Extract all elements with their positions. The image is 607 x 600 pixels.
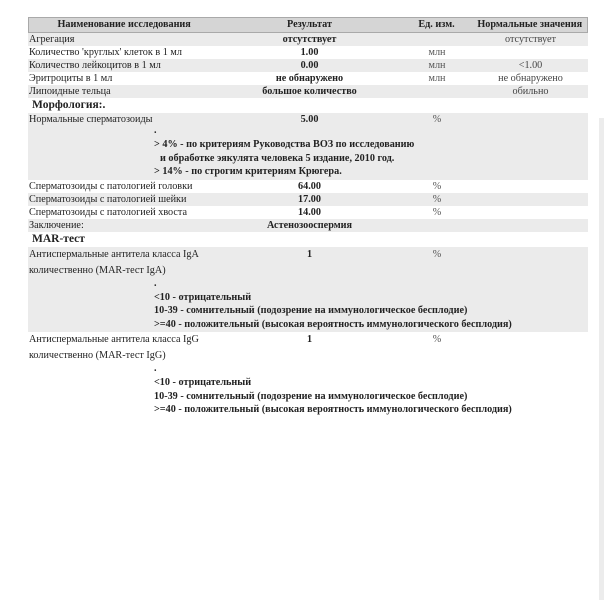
row-unit: млн <box>428 73 446 84</box>
reference-comment: . <10 - отрицательный 10-39 - сомнительный (подозрение на иммунологическое бесплодие) >=40 - положительный (высокая вероятность иммунологического бесплодия) <box>154 363 512 415</box>
table-row <box>28 85 588 98</box>
table-row-normal-sperm <box>28 113 588 180</box>
header-norm: Нормальные значения <box>477 19 583 30</box>
vertical-scrollbar[interactable] <box>599 118 604 600</box>
table-row-conclusion <box>28 219 588 232</box>
conclusion-value: Астенозооспермия <box>266 219 353 231</box>
table-row <box>28 180 588 193</box>
reference-comment: . > 4% - по критериям Руководства ВОЗ по исследованию и обработке эякулята человека 5 издание, 2010 год. > 14% - по строгим критериям Крюгера. <box>154 125 415 177</box>
row-norm: отсутствует <box>505 34 556 45</box>
row-name: Сперматозоиды с патологией шейки <box>29 193 187 205</box>
table-row <box>28 206 588 219</box>
row-result: большое количество <box>262 86 357 97</box>
row-unit: % <box>432 193 442 205</box>
header-name: Наименование исследования <box>57 19 191 30</box>
row-unit: % <box>432 114 442 125</box>
row-unit: % <box>432 180 442 192</box>
row-name: Антиспермальные антитела класса IgA количественно (MAR-тест IgA) <box>29 248 199 276</box>
header-unit: Ед. изм. <box>418 19 455 30</box>
conclusion-label: Заключение: <box>29 219 84 231</box>
row-result: не обнаружено <box>275 73 344 84</box>
header-result: Результат <box>286 19 332 30</box>
row-unit: % <box>432 248 442 260</box>
section-title-mar: MAR-тест <box>32 232 85 245</box>
row-name: Сперматозоиды с патологией хвоста <box>29 206 188 218</box>
row-norm: <1.00 <box>518 60 543 71</box>
row-norm: обильно <box>512 86 549 97</box>
row-result: 5.00 <box>300 114 319 125</box>
row-result: 1.00 <box>300 47 319 58</box>
table-row <box>28 72 588 85</box>
row-result: 0.00 <box>300 60 319 71</box>
lab-report <box>28 17 588 418</box>
table-row <box>28 46 588 59</box>
row-name: Количество лейкоцитов в 1 мл <box>29 60 161 71</box>
section-title-morphology: Морфология:. <box>32 99 106 111</box>
row-result: 64.00 <box>298 180 321 192</box>
row-norm: не обнаружено <box>498 73 563 84</box>
row-unit: млн <box>428 47 446 58</box>
row-name: Эритроциты в 1 мл <box>29 73 113 84</box>
reference-comment: . <10 - отрицательный 10-39 - сомнительный (подозрение на иммунологическое бесплодие) >=40 - положительный (высокая вероятность иммунологического бесплодия) <box>154 277 512 330</box>
row-result: 17.00 <box>298 193 321 205</box>
row-unit: млн <box>428 60 446 71</box>
table-row-igg <box>28 332 588 418</box>
row-name: Агрегация <box>29 34 75 45</box>
row-result: отсутствует <box>282 34 337 45</box>
row-name: Сперматозоиды с патологией головки <box>29 180 193 192</box>
row-name: Нормальные сперматозоиды <box>29 114 153 125</box>
row-name: Липоидные тельца <box>29 86 111 97</box>
table-row <box>28 193 588 206</box>
table-row-iga <box>28 247 588 333</box>
row-result: 1 <box>306 248 313 260</box>
table-row <box>28 59 588 72</box>
row-name: Антиспермальные антитела класса IgG количественно (MAR-тест IgG) <box>29 334 199 361</box>
row-name: Количество 'круглых' клеток в 1 мл <box>29 47 182 58</box>
table-row <box>28 33 588 46</box>
row-result: 1 <box>306 334 313 345</box>
row-result: 14.00 <box>298 206 321 218</box>
row-unit: % <box>432 334 442 345</box>
table-header <box>28 17 588 33</box>
row-unit: % <box>432 206 442 218</box>
